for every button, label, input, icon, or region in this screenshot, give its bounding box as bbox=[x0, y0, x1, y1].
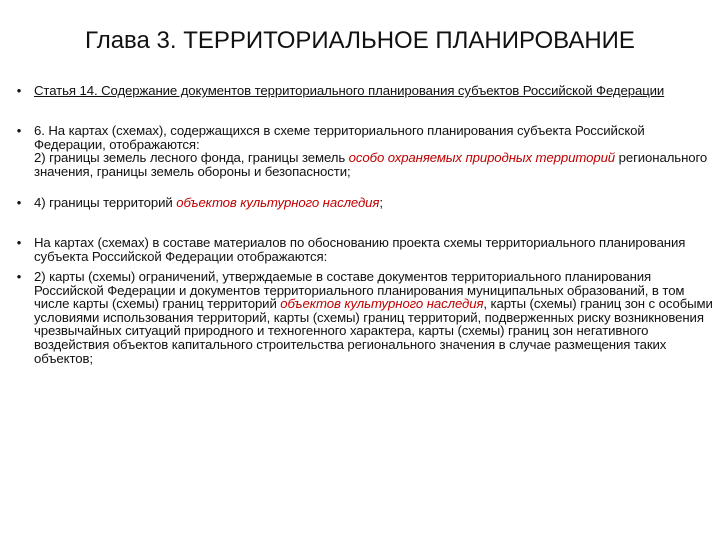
bullet-marker: • bbox=[16, 83, 22, 98]
bullet-marker: • bbox=[16, 235, 22, 250]
item-text bbox=[34, 84, 714, 98]
item-text bbox=[34, 270, 714, 365]
paragraph: 6. На картах (схемах), содержащихся в схеме территориального планирования субъекта Российской Федерации, отображаются: bbox=[34, 123, 645, 152]
highlight-text: объектов культурного наследия bbox=[280, 296, 484, 312]
paragraph: 4) границы территорий объектов культурного наследия; bbox=[34, 195, 383, 210]
highlight-text: объектов культурного наследия bbox=[176, 195, 380, 210]
item-text bbox=[34, 196, 714, 210]
bullet-marker: • bbox=[16, 269, 22, 284]
paragraph: На картах (схемах) в составе материалов по обоснованию проекта схемы территориального планирования субъекта Российской Федерации отображаются: bbox=[34, 235, 686, 264]
paragraph: 2) границы земель лесного фонда, границы земель особо охраняемых природных территорий регионального значения, границы земель обороны и безопасности; bbox=[34, 150, 708, 179]
paragraph: 2) карты (схемы) ограничений, утверждаемые в составе документов территориального планирования Российской Федерации и документов территориального планирования муниципальных образований, в том числе карты (схемы) границ территорий объектов культурного наследия, карты (схемы) границ зон с особыми условиями использования территорий, карты (схемы) границ территорий, подверженных риску возникновения чрезвычайных ситуаций природного и техногенного характера, карты (схемы) границ зон негативного воздействия объектов капитального строительства регионального значения в случае размещения таких объектов; bbox=[34, 269, 713, 366]
item-text bbox=[34, 236, 714, 263]
bullet-marker: • bbox=[16, 195, 22, 210]
bullet-marker: • bbox=[16, 123, 22, 138]
article-heading: Статья 14. Содержание документов территориального планирования субъектов Российской Федерации bbox=[34, 83, 665, 98]
slide-title: Глава 3. ТЕРРИТОРИАЛЬНОЕ ПЛАНИРОВАНИЕ bbox=[85, 27, 635, 54]
item-text bbox=[34, 124, 714, 178]
highlight-text: особо охраняемых природных территорий bbox=[348, 150, 616, 166]
